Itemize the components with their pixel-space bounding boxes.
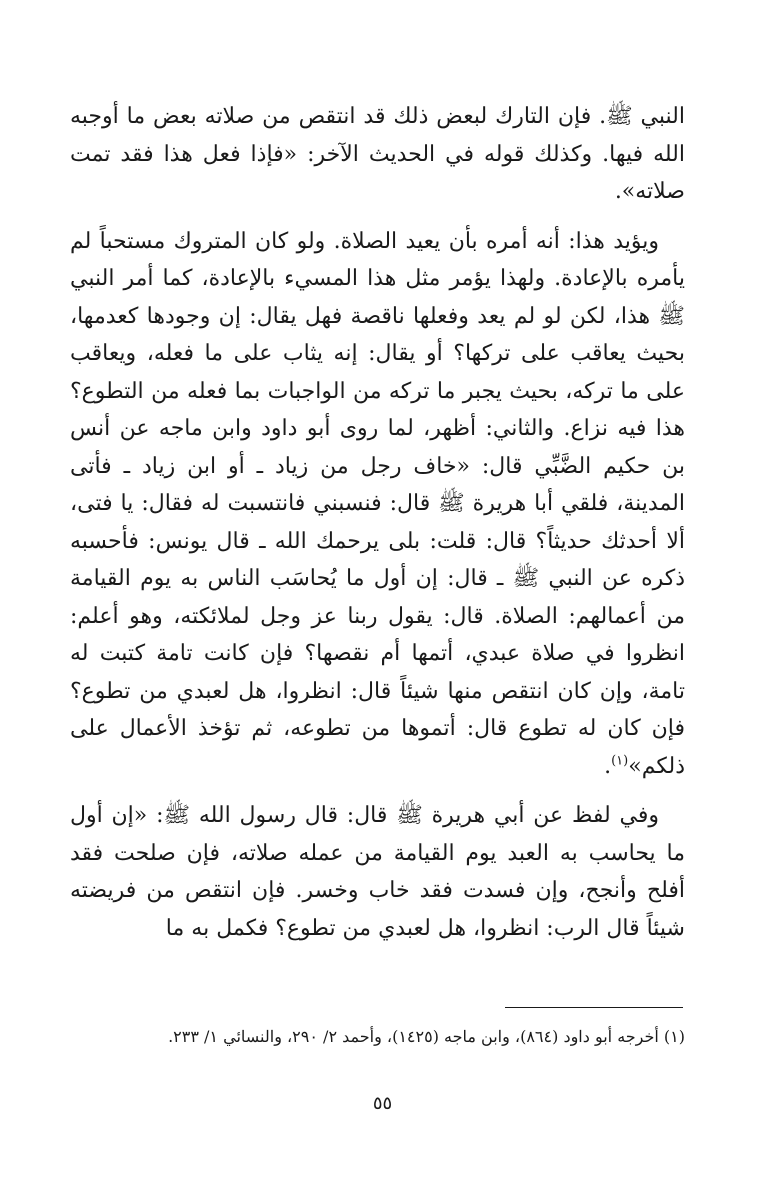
- paragraph-2-text: ويؤيد هذا: أنه أمره بأن يعيد الصلاة. ولو كان المتروك مستحباً لم يأمره بالإعادة. ولهذا يؤمر مثل هذا المسيء بالإعادة، كما أمر النبي ﷺ هذا، لكن لو لم يعد وفعلها ناقصة فهل يقال: إن وجودها كعدمها، بحيث يعاقب على تركها؟ أو يقال: إنه يثاب على ما فعله، ويعاقب على ما تركه، بحيث يجبر ما تركه من الواجبات بما فعله من التطوع؟ هذا فيه نزاع. والثاني: أظهر، لما روى أبو داود وابن ماجه عن أنس بن حكيم الضَّبِّي قال: «خاف رجل من زياد ـ أو ابن زياد ـ فأتى المدينة، فلقي أبا هريرة ﷺ قال: فنسبني فانتسبت له فقال: يا فتى، ألا أحدثك حديثاً؟ قال: قلت: بلى يرحمك الله ـ قال يونس: فأحسبه ذكره عن النبي ﷺ ـ قال: إن أول ما يُحاسَب الناس به يوم القيامة من أعمالهم: الصلاة. قال: يقول ربنا عز وجل لملائكته، وهو أعلم: انظروا في صلاة عبدي، أتمها أم نقصها؟ فإن كانت تامة كتبت له تامة، وإن كان انتقص منها شيئاً قال: انظروا، هل لعبدي من تطوع؟ فإن كان له تطوع قال: أتموها من تطوعه، ثم تؤخذ الأعمال على ذلكم»: [70, 228, 685, 779]
- paragraph-1: النبي ﷺ. فإن التارك لبعض ذلك قد انتقص من صلاته بعض ما أوجبه الله فيها. وكذلك قوله في الحديث الآخر: «فإذا فعل هذا فقد تمت صلاته».: [70, 104, 685, 204]
- footnote: (١) أخرجه أبو داود (٨٦٤)، وابن ماجه (١٤٢٥)، وأحمد ٢/ ٢٩٠، والنسائي ١/ ٢٣٣.: [168, 1027, 685, 1046]
- page-number: ٥٥: [372, 1093, 393, 1114]
- paragraph-2: [70, 223, 685, 786]
- footnote-marker: (١): [611, 753, 629, 769]
- footnote-divider: [505, 1007, 683, 1008]
- paragraph-2-end: .: [604, 753, 612, 779]
- paragraph-3: وفي لفظ عن أبي هريرة ﷺ قال: قال رسول الله ﷺ: «إن أول ما يحاسب به العبد يوم القيامة من عمله صلاته، فإن صلحت فقد أفلح وأنجح، وإن فسدت فقد خاب وخسر. فإن انتقص من فريضته شيئاً قال الرب: انظروا، هل لعبدي من تطوع؟ فكمل به ما: [70, 803, 685, 941]
- body-text: [70, 98, 685, 959]
